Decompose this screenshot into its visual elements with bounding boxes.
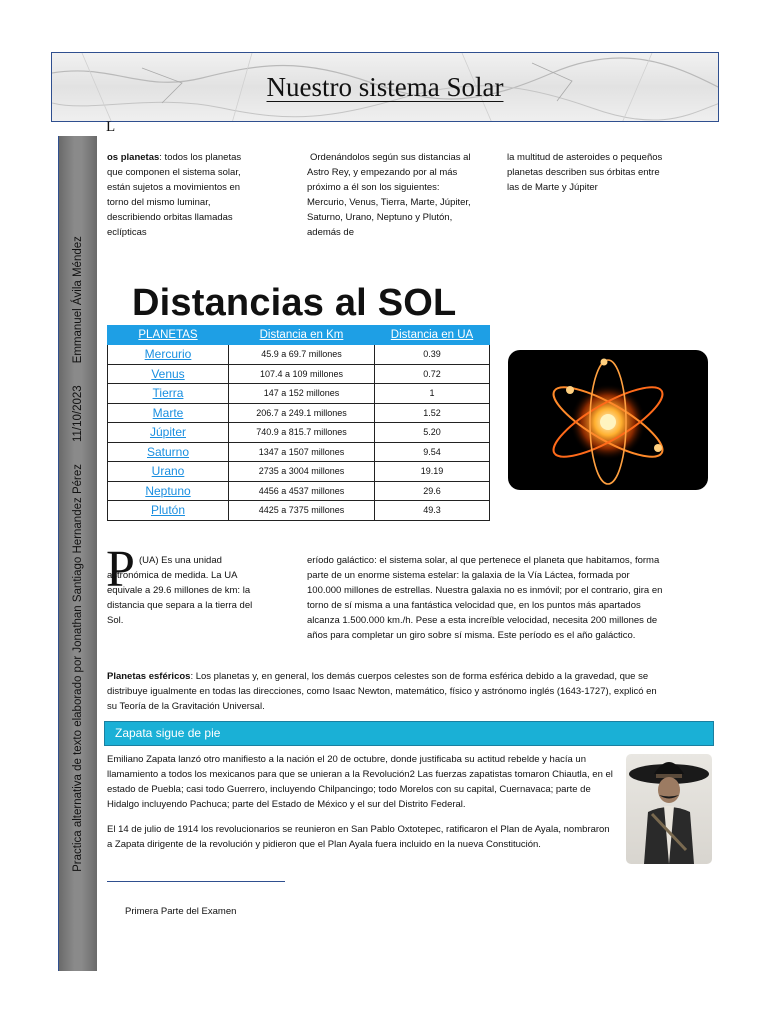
table-row [108,345,490,365]
planet-link[interactable]: Plutón [108,501,229,521]
zapata-portrait [626,754,712,864]
zapata-p1-text: Emiliano Zapata lanzó otro manifiesto a la nación el 20 de octubre, donde justificaba su actitud rebelde y hacía un llamamiento a todos los mexicanos para que se unieran a la Revolución2 Las fuerzas zapatistas tomaron Chiautla, en el estado de Puebla; casi todo Guerrero, incluyendo Chilpancingo; todo Morelos con su capital, Cuernavaca; parte de Hidalgo incluyendo Pachuca; parte del Estado de México y el sur del Distrito Federal. [107,754,613,810]
planet-link[interactable]: Marte [108,403,229,423]
zapata-title: Zapata sigue de pie [115,726,221,740]
spherical-text: : Los planetas y, en general, los demás cuerpos celestes son de forma esférica debido a la gravedad, que se distribuye igualmente en todas las direcciones, como Isaac Newton, matemático, físico y astrónomo inglés (1643-1727), explicó en su Teoría de la Gravitación Universal. [107,671,657,712]
distance-km: 1347 a 1507 millones [229,442,375,462]
distance-km: 2735 a 3004 millones [229,462,375,482]
spherical-lead: Planetas esféricos [107,671,191,682]
ua-definition [107,553,257,628]
galactic-period [307,553,665,643]
planet-link[interactable]: Mercurio [108,345,229,365]
ua-text: (UA) Es una unidad astronómica de medida. La UA equivale a 29.6 millones de km: la distancia que separa a la tierra del Sol. [107,555,253,626]
distance-ua: 5.20 [375,423,490,443]
distance-ua: 0.39 [375,345,490,365]
distance-km: 147 a 152 millones [229,384,375,404]
table-row [108,501,490,521]
distance-km: 107.4 a 109 millones [229,364,375,384]
planet-link[interactable]: Venus [108,364,229,384]
distance-ua: 9.54 [375,442,490,462]
header-planets: PLANETAS [108,326,229,345]
table-header-row [108,326,490,345]
intro-column-3 [507,150,667,195]
header-km: Distancia en Km [229,326,375,345]
distance-km: 740.9 a 815.7 millones [229,423,375,443]
sidebar-text [72,144,84,964]
planet-link[interactable]: Urano [108,462,229,482]
table-row [108,423,490,443]
student-name: Emmanuel Ávila Méndez [72,235,84,363]
distances-heading: Distancias al SOL [132,282,457,324]
distance-km: 206.7 a 249.1 millones [229,403,375,423]
distance-km: 4456 a 4537 millones [229,481,375,501]
planet-link[interactable]: Júpiter [108,423,229,443]
author-credit: Practica alternativa de texto elaborado por Jonathan Santiago Hernandez Pérez [72,463,84,872]
planet-link[interactable]: Tierra [108,384,229,404]
intro-col3-text: la multitud de asteroides o pequeños planetas describen sus órbitas entre las de Marte y Júpiter [507,152,663,193]
intro-col1-text: : todos los planetas que componen el sistema solar, están sujetos a movimientos en torno del mismo luminar, describiendo orbitas llamadas eclípticas [107,152,242,238]
distance-ua: 19.19 [375,462,490,482]
sidebar-credits [58,136,97,971]
table-row [108,364,490,384]
zapata-paragraph-1 [107,752,617,812]
distance-ua: 49.3 [375,501,490,521]
table-row [108,481,490,501]
footer-divider [107,881,285,882]
intro-column-1 [107,150,257,240]
intro-column-2 [307,150,472,240]
zapata-p2-text: El 14 de julio de 1914 los revolucionarios se reunieron en San Pablo Oxtotepec, ratificaron el Plan de Ayala, nombraron a Zapata dirigente de la revolución y pidieron que el Plan Ayala fuera incluido en la nueva Constitución. [107,824,610,850]
intro-lead: os planetas [107,152,160,163]
drop-cap-p: P [106,541,135,598]
header-banner [51,52,719,122]
zapata-section-bar [104,721,714,746]
distance-ua: 0.72 [375,364,490,384]
distance-km: 4425 a 7375 millones [229,501,375,521]
distance-ua: 1.52 [375,403,490,423]
distance-ua: 29.6 [375,481,490,501]
intro-col2-text: Ordenándolos según sus distancias al Astro Rey, y empezando por al más próximo a él son los siguientes: Mercurio, Venus, Tierra, Marte, Júpiter, Saturno, Urano, Neptuno y Plutón, además de [307,152,471,238]
header-ua: Distancia en UA [375,326,490,345]
footer-text: Primera Parte del Examen [125,906,237,917]
page-title: Nuestro sistema Solar [266,72,504,102]
distance-km: 45.9 a 69.7 millones [229,345,375,365]
planet-link[interactable]: Saturno [108,442,229,462]
planet-link[interactable]: Neptuno [108,481,229,501]
table-row [108,403,490,423]
date-label: 11/10/2023 [72,384,84,442]
distances-table [107,325,490,521]
distance-ua: 1 [375,384,490,404]
table-row [108,462,490,482]
spherical-planets [107,669,662,714]
galactic-period-text: eríodo galáctico: el sistema solar, al que pertenece el planeta que habitamos, forma parte de un enorme sistema estelar: la galaxia de la Vía Láctea, formada por 100.000 millones de estrellas. Nuestra galaxia no es inmóvil; por el contrario, gira en torno de sí misma a una fantástica velocidad que, en los puntos más apartados alcanza 1.500.000 km./h. Pese a esta increíble velocidad, necesita 200 millones de años para completar un giro sobre sí misma. Este período es el año galáctico. [307,555,663,641]
atom-image [508,350,708,490]
zapata-paragraph-2 [107,822,617,852]
drop-cap-l: L [106,119,116,135]
table-row [108,442,490,462]
table-row [108,384,490,404]
